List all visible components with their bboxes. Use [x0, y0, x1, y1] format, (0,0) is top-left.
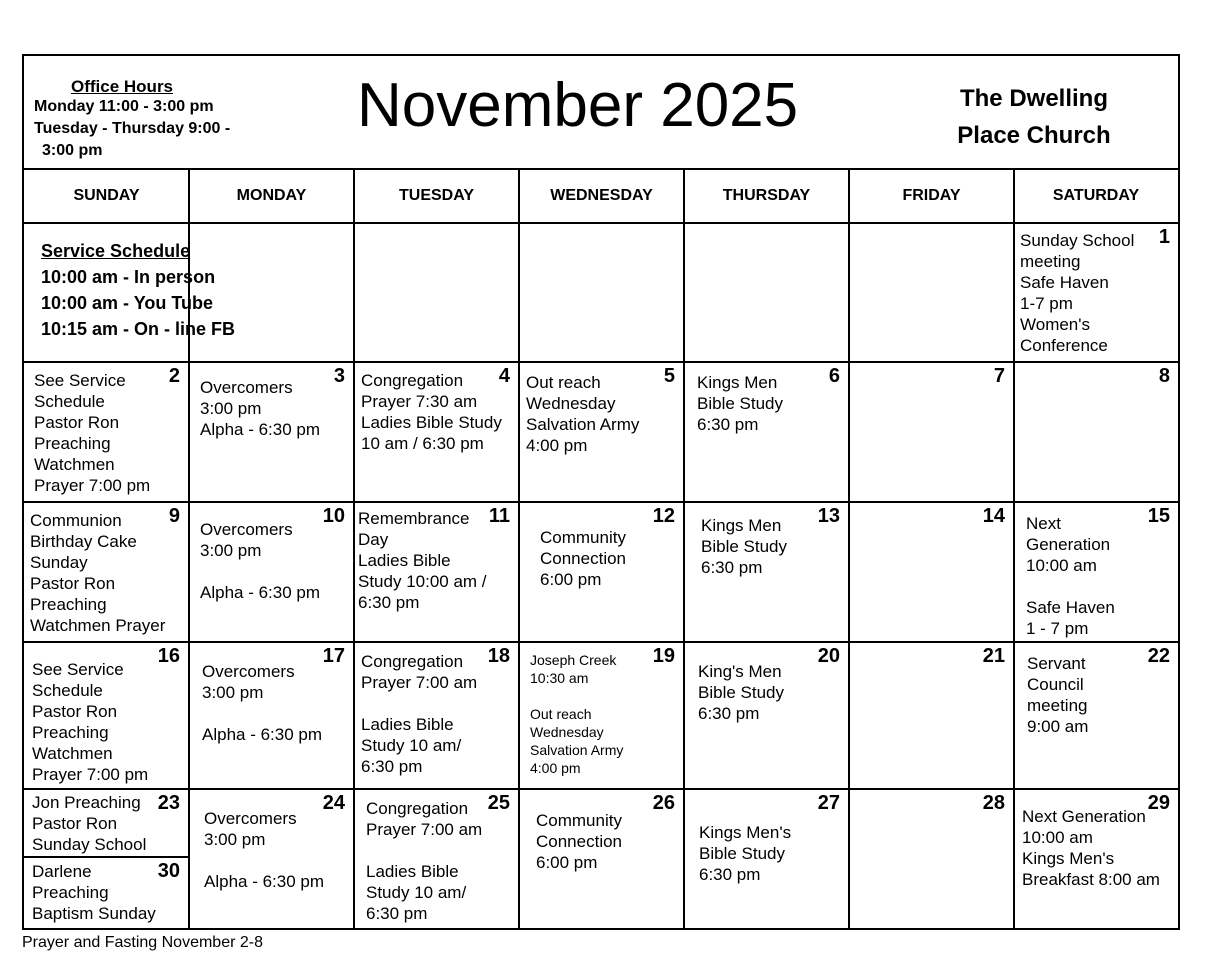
day-cell	[24, 858, 188, 930]
office-hours-title: Office Hours	[71, 77, 174, 96]
day-events: Overcomers 3:00 pm Alpha - 6:30 pm	[200, 520, 321, 602]
day-number: 18	[487, 645, 510, 667]
day-cell	[850, 503, 1013, 641]
day-cell	[520, 643, 683, 788]
day-events: Out reach Wednesday Salvation Army 4:00 pm	[526, 373, 640, 455]
day-events: Congregation Prayer 7:00 am Ladies Bible Study 10 am/ 6:30 pm	[366, 799, 483, 923]
day-cell	[850, 363, 1013, 501]
weekday-saturday: SATURDAY	[1052, 187, 1140, 204]
day-number: 27	[817, 792, 840, 814]
day-events: Congregation Prayer 7:30 am Ladies Bible Study 10 am / 6:30 pm	[361, 371, 502, 453]
day-events: Next Generation 10:00 am Kings Men's Breakfast 8:00 am	[1022, 807, 1160, 889]
day-events: Jon Preaching Pastor Ron Sunday School	[32, 793, 147, 854]
day-number: 19	[652, 645, 675, 667]
day-events: See Service Schedule Pastor Ron Preaching Watchmen Prayer 7:00 pm	[32, 660, 149, 784]
day-cell	[1015, 790, 1178, 930]
day-events: Kings Men's Bible Study 6:30 pm	[699, 823, 792, 884]
day-number: 30	[157, 860, 180, 882]
day-number: 1	[1158, 226, 1170, 248]
day-number: 26	[652, 792, 675, 814]
day-number: 8	[1158, 365, 1170, 387]
day-number: 11	[488, 505, 510, 527]
day-cell	[1014, 224, 1178, 361]
day-number: 14	[982, 505, 1005, 527]
service-schedule-cell	[24, 224, 849, 361]
day-events: Community Connection 6:00 pm	[540, 528, 627, 589]
weekday-thursday: THURSDAY	[722, 187, 811, 204]
day-number: 7	[993, 365, 1005, 387]
service-line: 10:15 am - On - line FB	[41, 319, 236, 339]
day-number: 22	[1147, 645, 1170, 667]
day-number: 5	[663, 365, 675, 387]
day-number: 10	[322, 505, 345, 527]
weekday-monday: MONDAY	[236, 187, 307, 204]
calendar-header	[24, 56, 1178, 170]
day-number: 21	[982, 645, 1005, 667]
church-name-line: Place Church	[957, 122, 1111, 149]
month-title: November 2025	[357, 71, 799, 140]
weekday-tuesday: TUESDAY	[399, 187, 474, 204]
day-cell	[685, 363, 848, 501]
day-cell	[1015, 363, 1178, 501]
day-number: 13	[817, 505, 840, 527]
day-number: 23	[157, 792, 180, 814]
day-cell	[685, 790, 848, 930]
day-events: King's Men Bible Study 6:30 pm	[698, 662, 784, 723]
day-cell	[685, 643, 848, 788]
office-hours-line: Tuesday - Thursday 9:00 -	[34, 120, 231, 137]
church-name	[954, 80, 1114, 154]
day-cell	[24, 503, 188, 641]
service-line: 10:00 am - In person	[41, 267, 216, 287]
day-number: 28	[982, 792, 1005, 814]
calendar	[22, 54, 1180, 930]
day-cell	[190, 503, 353, 641]
day-number: 9	[168, 505, 180, 527]
day-events: Congregation Prayer 7:00 am Ladies Bible Study 10 am/ 6:30 pm	[361, 652, 478, 776]
day-number: 17	[322, 645, 345, 667]
day-events: Overcomers 3:00 pm Alpha - 6:30 pm	[202, 662, 323, 744]
day-number: 29	[1147, 792, 1170, 814]
office-hours-line: Monday 11:00 - 3:00 pm	[34, 98, 214, 115]
day-cell	[850, 790, 1013, 930]
day-number: 4	[498, 365, 510, 387]
day-events: Servant Council meeting 9:00 am	[1027, 654, 1089, 736]
day-number: 2	[168, 365, 180, 387]
day-events: See Service Schedule Pastor Ron Preaching Watchmen Prayer 7:00 pm	[34, 371, 151, 495]
day-cell	[685, 503, 848, 641]
day-cell	[520, 363, 683, 501]
day-cell	[520, 790, 683, 930]
office-hours	[34, 78, 230, 162]
day-events: Darlene Preaching Baptism Sunday	[32, 862, 156, 923]
day-events: Kings Men Bible Study 6:30 pm	[697, 373, 783, 434]
day-number: 12	[652, 505, 675, 527]
day-cell	[355, 790, 518, 930]
office-hours-line: 3:00 pm	[42, 142, 103, 159]
day-cell	[190, 363, 353, 501]
footer-note: Prayer and Fasting November 2-8	[22, 934, 263, 951]
day-number: 16	[157, 645, 180, 667]
day-cell	[1015, 643, 1178, 788]
weekday-sunday: SUNDAY	[73, 187, 140, 204]
day-events: Joseph Creek 10:30 am Out reach Wednesday Salvation Army 4:00 pm	[530, 652, 624, 776]
day-events: Remembrance Day Ladies Bible Study 10:00 am / 6:30 pm	[358, 509, 487, 612]
day-events: Kings Men Bible Study 6:30 pm	[701, 516, 787, 577]
service-schedule	[41, 238, 235, 342]
day-cell	[850, 643, 1013, 788]
day-cell	[24, 363, 188, 501]
day-events: Overcomers 3:00 pm Alpha - 6:30 pm	[204, 809, 325, 891]
day-cell	[24, 643, 188, 788]
day-events: Overcomers 3:00 pm Alpha - 6:30 pm	[200, 378, 321, 439]
day-number: 3	[333, 365, 345, 387]
day-cell	[355, 643, 518, 788]
day-cell	[355, 363, 518, 501]
day-events: Community Connection 6:00 pm	[536, 811, 623, 872]
day-cell	[1015, 503, 1178, 641]
day-events: Next Generation 10:00 am Safe Haven 1 - 7 pm	[1026, 514, 1115, 638]
day-number: 24	[322, 792, 345, 814]
day-number: 6	[828, 365, 840, 387]
day-number: 15	[1147, 505, 1170, 527]
day-number: 20	[817, 645, 840, 667]
day-cell	[190, 790, 353, 930]
day-cell	[355, 503, 518, 641]
service-line: 10:00 am - You Tube	[41, 293, 214, 313]
day-events: Sunday School meeting Safe Haven 1-7 pm Women's Conference	[1020, 231, 1135, 355]
weekday-header-row	[24, 170, 1178, 224]
weekday-friday: FRIDAY	[902, 187, 961, 204]
day-cell	[24, 790, 188, 856]
service-schedule-title: Service Schedule	[41, 241, 191, 261]
day-events: Communion Birthday Cake Sunday Pastor Ron Preaching Watchmen Prayer	[30, 511, 166, 635]
weekday-wednesday: WEDNESDAY	[550, 187, 653, 204]
day-cell	[190, 643, 353, 788]
day-number: 25	[487, 792, 510, 814]
day-cell	[520, 503, 683, 641]
church-name-line: The Dwelling	[959, 85, 1108, 112]
